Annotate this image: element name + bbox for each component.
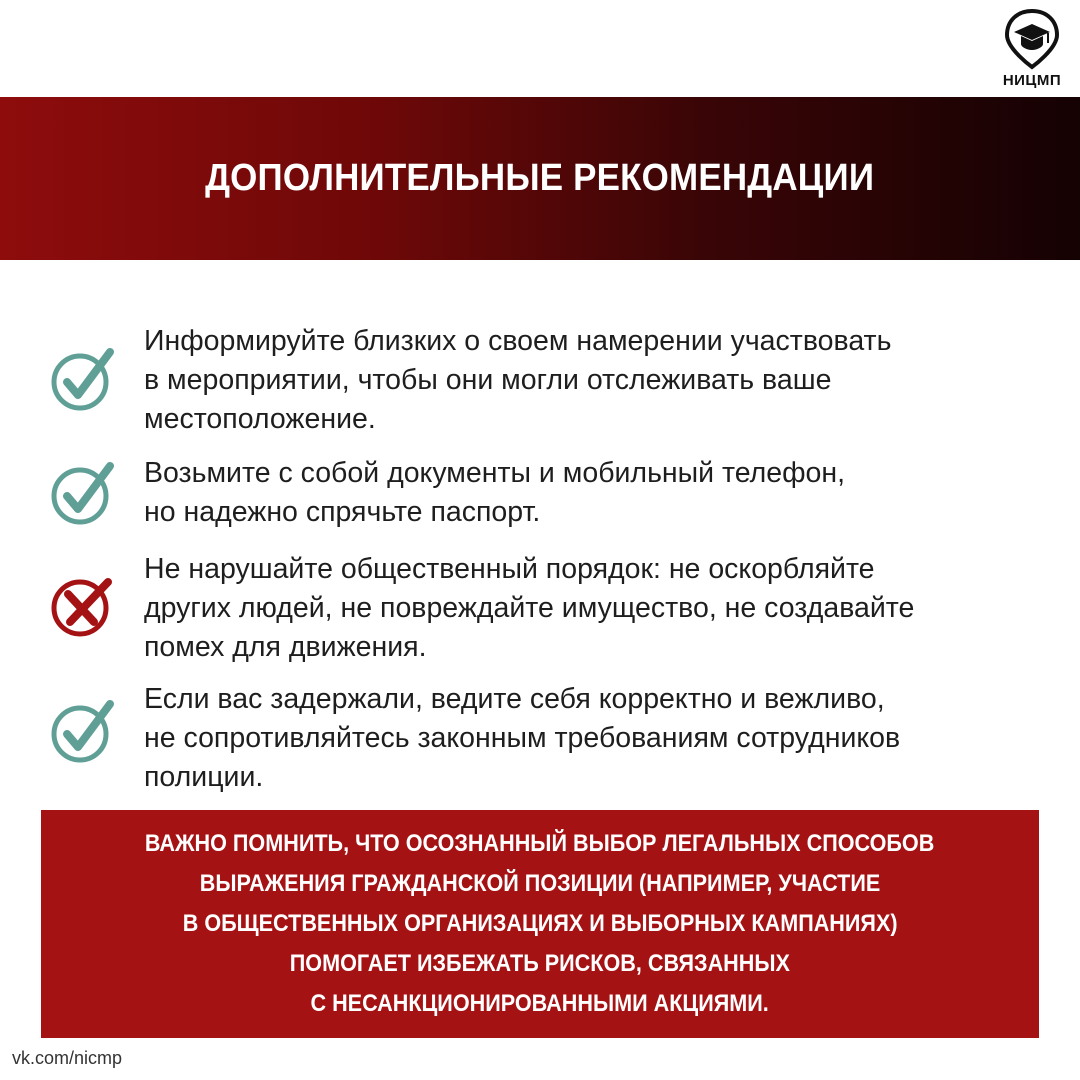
cross-icon xyxy=(50,572,116,638)
text-line: полиции. xyxy=(144,761,264,793)
text-line: в мероприятии, чтобы они могли отслеживать ваше xyxy=(144,364,832,396)
title-banner xyxy=(0,97,1080,260)
check-icon xyxy=(50,346,116,412)
check-icon xyxy=(50,698,116,764)
text-line: других людей, не повреждайте имущество, не создавайте xyxy=(144,592,915,624)
notice-line: ПОМОГАЕТ ИЗБЕЖАТЬ РИСКОВ, СВЯЗАННЫХ xyxy=(289,950,791,977)
check-icon xyxy=(50,460,116,526)
page-title: ДОПОЛНИТЕЛЬНЫЕ РЕКОМЕНДАЦИИ xyxy=(205,157,875,199)
graduation-cap-pin-icon xyxy=(1002,8,1062,70)
list-item-text xyxy=(144,680,1044,797)
logo xyxy=(996,8,1068,94)
footer-link[interactable]: vk.com/nicmp xyxy=(12,1048,123,1068)
notice-line: ВАЖНО ПОМНИТЬ, ЧТО ОСОЗНАННЫЙ ВЫБОР ЛЕГАЛЬНЫХ СПОСОБОВ xyxy=(145,830,935,857)
list-item-text xyxy=(144,322,1044,439)
list-item-text xyxy=(144,550,1044,667)
text-line: помех для движения. xyxy=(144,631,427,663)
text-line: Не нарушайте общественный порядок: не оскорбляйте xyxy=(144,553,875,585)
list-item-text xyxy=(144,454,1044,532)
logo-text: НИЦМП xyxy=(1002,72,1062,89)
notice-line: В ОБЩЕСТВЕННЫХ ОРГАНИЗАЦИЯХ И ВЫБОРНЫХ КАМПАНИЯХ) xyxy=(182,910,898,937)
text-line: Если вас задержали, ведите себя корректно и вежливо, xyxy=(144,683,885,715)
text-line: не сопротивляйтесь законным требованиям сотрудников xyxy=(144,722,901,754)
notice-line: С НЕСАНКЦИОНИРОВАННЫМИ АКЦИЯМИ. xyxy=(310,990,770,1017)
notice-line: ВЫРАЖЕНИЯ ГРАЖДАНСКОЙ ПОЗИЦИИ (НАПРИМЕР, УЧАСТИЕ xyxy=(199,870,881,897)
important-notice xyxy=(41,810,1039,1038)
text-line: Возьмите с собой документы и мобильный телефон, xyxy=(144,457,846,489)
text-line: Информируйте близких о своем намерении участвовать xyxy=(144,325,892,357)
text-line: местоположение. xyxy=(144,403,376,435)
text-line: но надежно спрячьте паспорт. xyxy=(144,496,541,528)
